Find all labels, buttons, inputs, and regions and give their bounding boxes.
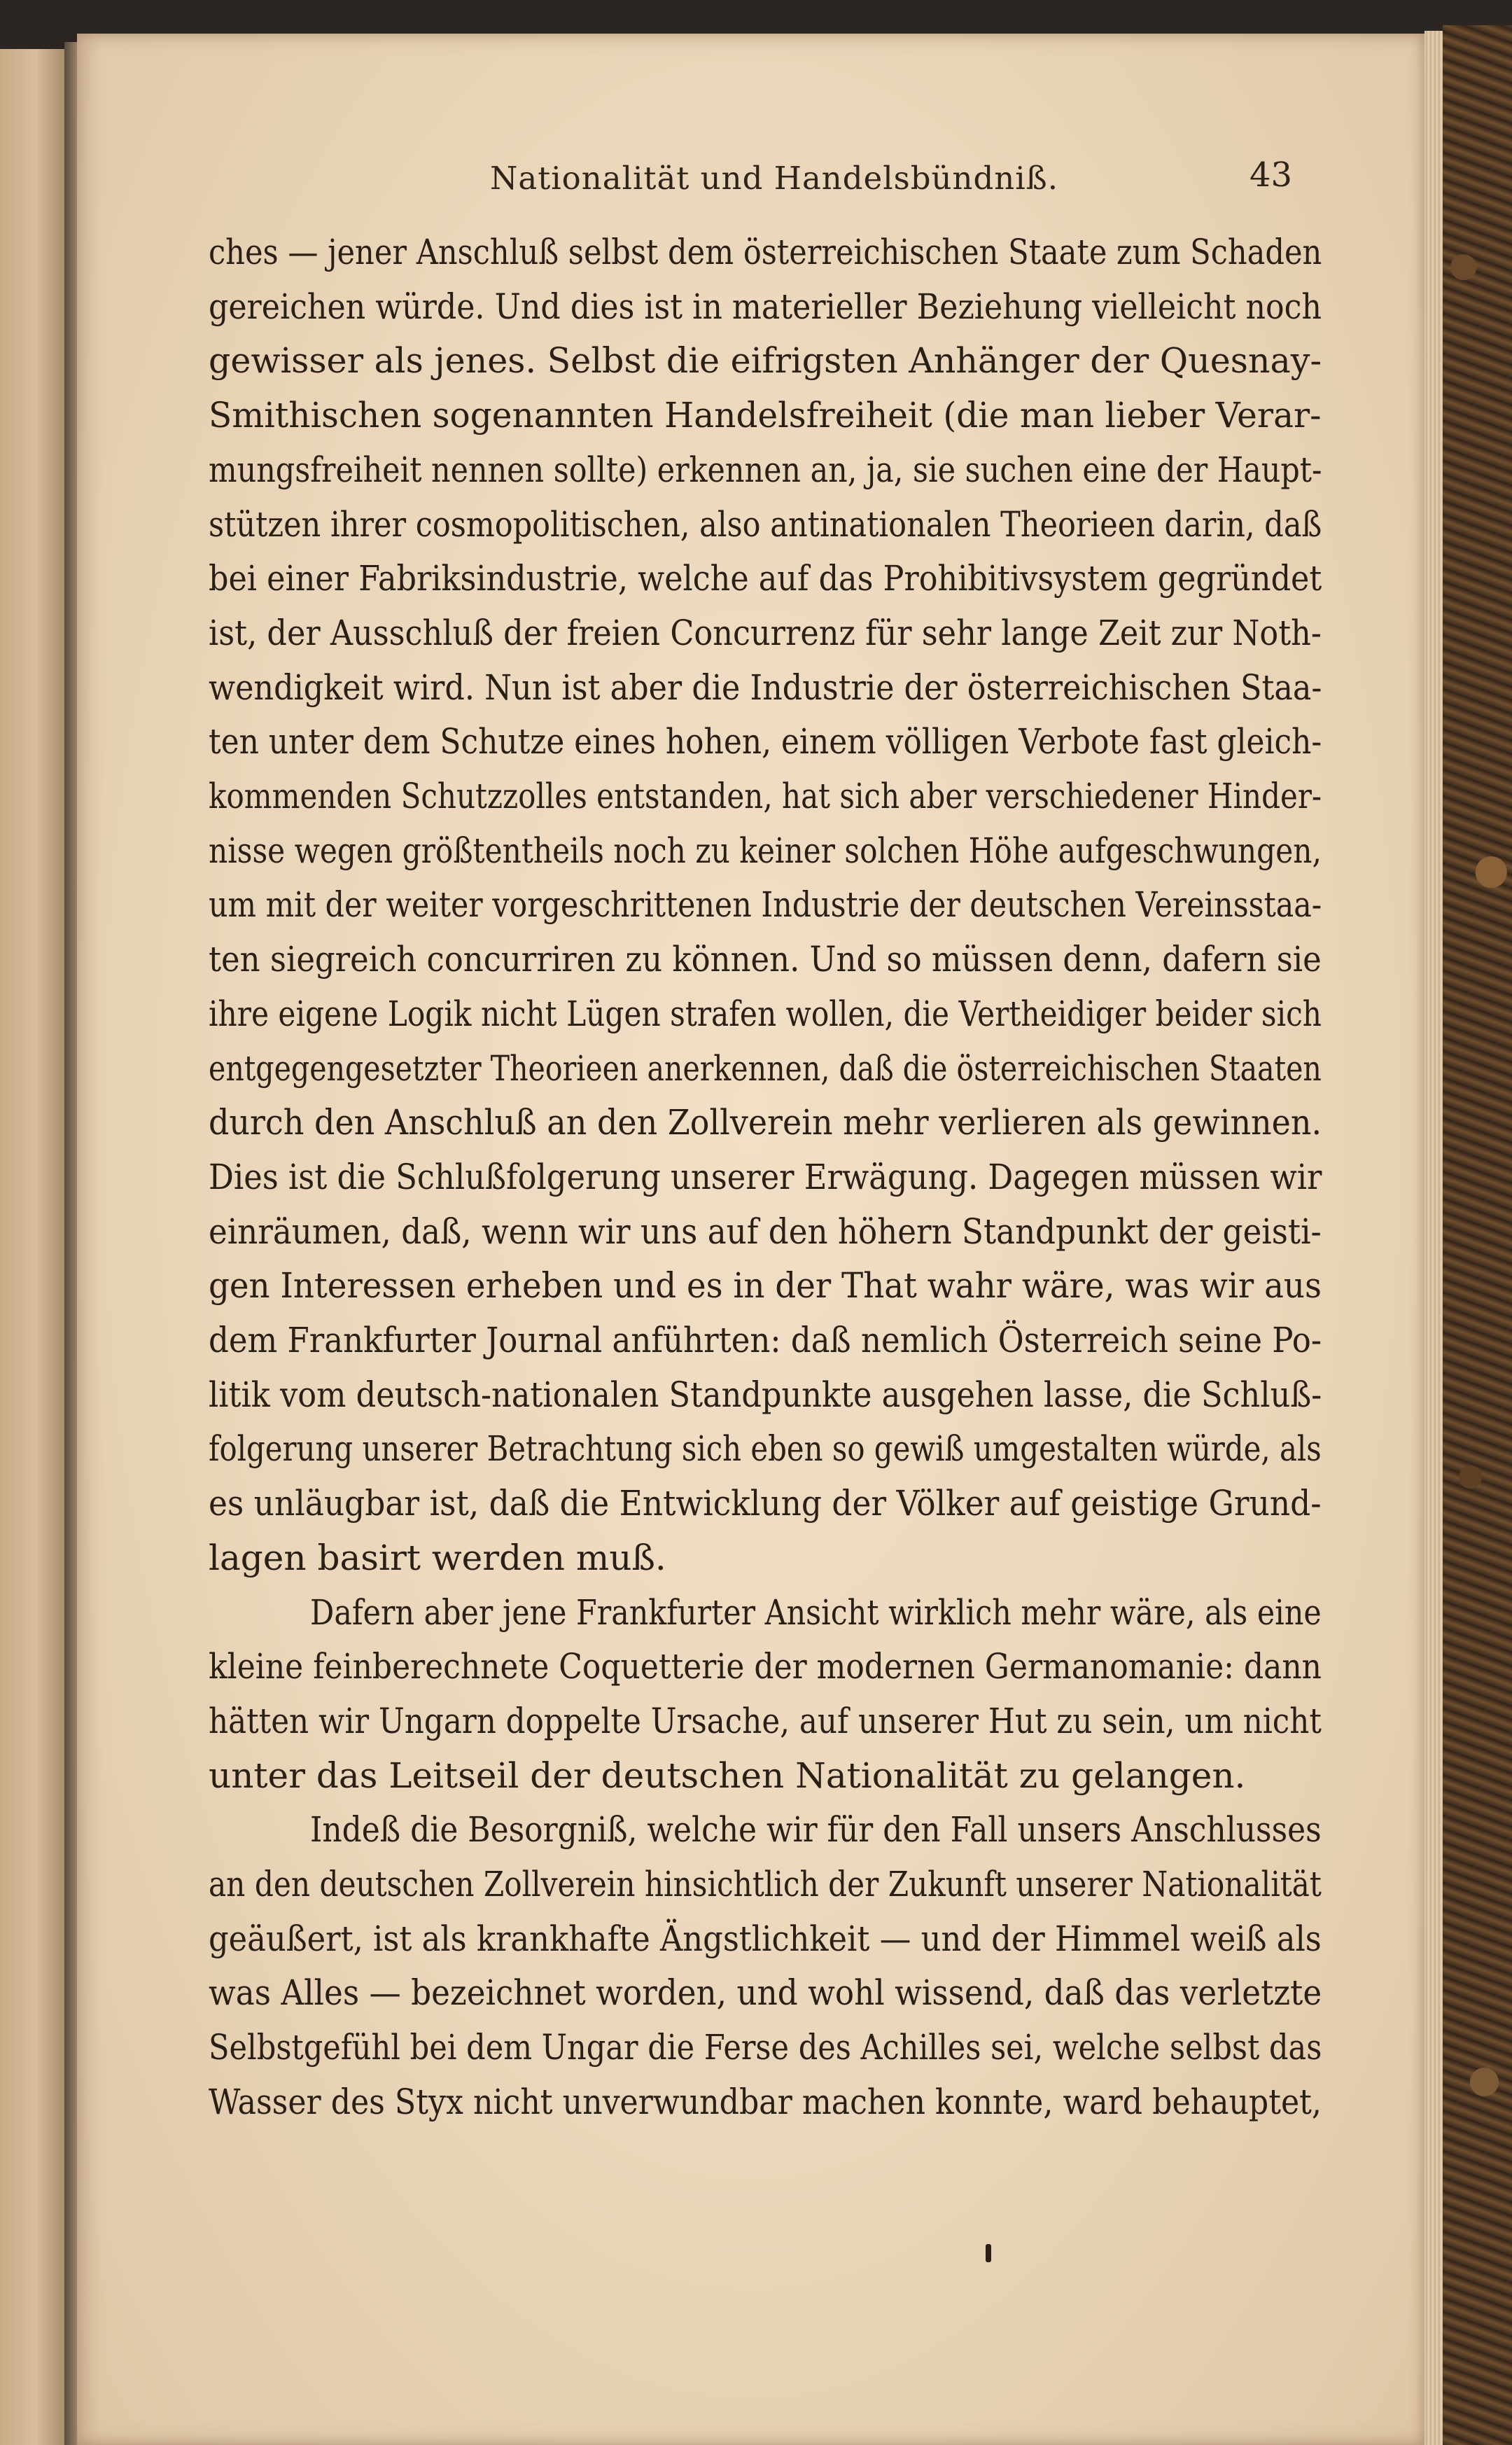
text-line: es unläugbar ist, daß die Entwicklung der Völker auf geistige Grund- — [209, 1483, 1322, 1524]
page-stack-edges — [1424, 31, 1443, 2445]
text-line: Indeß die Besorgniß, welche wir für den Fall unsers Anschlusses — [310, 1809, 1322, 1851]
text-line: ches — jener Anschluß selbst dem österreichischen Staate zum Schaden — [209, 232, 1322, 272]
marbled-cover — [1443, 25, 1512, 2445]
text-line: gewisser als jenes. Selbst die eifrigsten Anhänger der Quesnay- — [209, 340, 1322, 382]
facing-page-edge — [0, 49, 64, 2445]
text-line: dem Frankfurter Journal anführten: daß nemlich Österreich seine Po- — [209, 1320, 1322, 1360]
text-line: nisse wegen größtentheils noch zu keiner solchen Höhe aufgeschwungen, — [209, 830, 1322, 871]
text-line: Dies ist die Schlußfolgerung unserer Erwägung. Dagegen müssen wir — [209, 1156, 1322, 1197]
text-line: ist, der Ausschluß der freien Concurrenz für sehr lange Zeit zur Noth- — [209, 612, 1322, 653]
text-line: gereichen würde. Und dies ist in materieller Beziehung vielleicht noch — [209, 286, 1322, 327]
text-line: stützen ihrer cosmopolitischen, also antinationalen Theorieen darin, daß — [209, 503, 1322, 545]
text-line: Wasser des Styx nicht unverwundbar machen konnte, ward behauptet, — [209, 2081, 1322, 2122]
text-line: entgegengesetzter Theorieen anerkennen, daß die österreichischen Staaten — [209, 1047, 1322, 1089]
text-line: an den deutschen Zollverein hinsichtlich der Zukunft unserer Nationalität — [209, 1864, 1322, 1904]
text-line: durch den Anschluß an den Zollverein mehr verlieren als gewinnen. — [209, 1102, 1322, 1143]
text-line: Dafern aber jene Frankfurter Ansicht wirklich mehr wäre, als eine — [310, 1591, 1322, 1633]
text-line: mungsfreiheit nennen sollte) erkennen an, ja, sie suchen eine der Haupt- — [209, 449, 1322, 490]
text-line: Selbstgefühl bei dem Ungar die Ferse des Achilles sei, welche selbst das — [209, 2027, 1322, 2068]
running-title: Nationalität und Handelsbündniß. — [490, 160, 1059, 197]
text-line: hätten wir Ungarn doppelte Ursache, auf unserer Hut zu sein, um nicht — [209, 1700, 1322, 1741]
ink-speck — [986, 2244, 991, 2262]
text-line: ihre eigene Logik nicht Lügen strafen wollen, die Vertheidiger beider sich — [209, 993, 1322, 1034]
text-line: um mit der weiter vorgeschrittenen Industrie der deutschen Vereinsstaa- — [209, 884, 1322, 926]
text-line: bei einer Fabriksindustrie, welche auf das Prohibitivsystem gegründet — [209, 558, 1322, 599]
text-line: geäußert, ist als krankhafte Ängstlichkeit — und der Himmel weiß als — [209, 1918, 1322, 1959]
text-line: einräumen, daß, wenn wir uns auf den höhern Standpunkt der geisti- — [209, 1211, 1322, 1252]
text-line: gen Interessen erheben und es in der That wahr wäre, was wir aus — [209, 1265, 1322, 1307]
text-line: folgerung unserer Betrachtung sich eben so gewiß umgestalten würde, als — [209, 1428, 1322, 1470]
text-line: Smithischen sogenannten Handelsfreiheit (die man lieber Verar- — [209, 395, 1322, 436]
page-number: 43 — [1250, 155, 1293, 195]
text-line: wendigkeit wird. Nun ist aber die Industrie der österreichischen Staa- — [209, 667, 1322, 708]
text-line: kleine feinberechnete Coquetterie der modernen Germanomanie: dann — [209, 1646, 1322, 1687]
text-line: was Alles — bezeichnet worden, und wohl wissend, daß das verletzte — [209, 1972, 1322, 2014]
text-line: litik vom deutsch-nationalen Standpunkte ausgehen lasse, die Schluß- — [209, 1374, 1322, 1415]
text-line: ten siegreich concurriren zu können. Und so müssen denn, dafern sie — [209, 939, 1322, 980]
text-line: lagen basirt werden muß. — [209, 1537, 666, 1578]
text-line: kommenden Schutzzolles entstanden, hat sich aber verschiedener Hinder- — [209, 776, 1322, 816]
text-line: unter das Leitseil der deutschen Nationalität zu gelangen. — [209, 1755, 1246, 1796]
text-line: ten unter dem Schutze eines hohen, einem völligen Verbote fast gleich- — [209, 721, 1322, 762]
